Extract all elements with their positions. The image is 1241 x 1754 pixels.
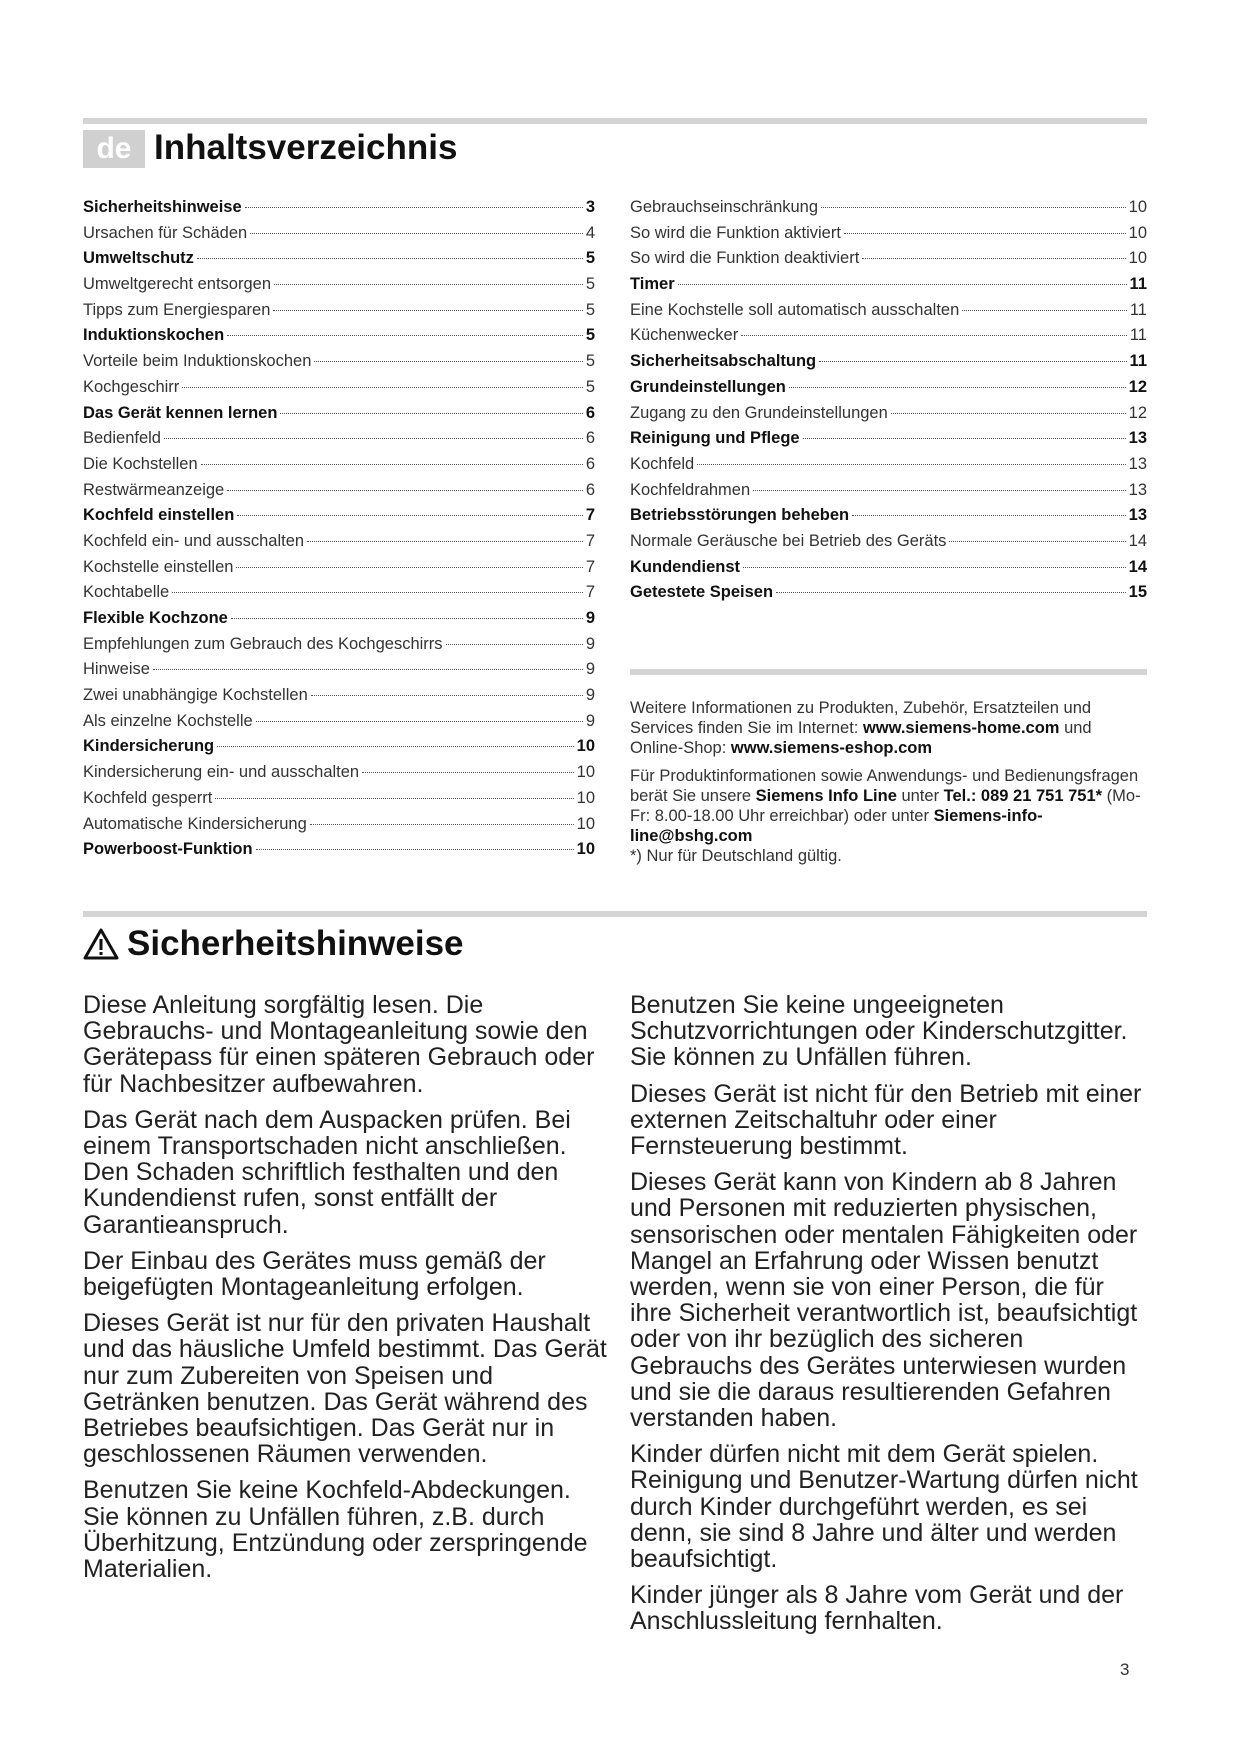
toc-entry-page: 10: [576, 763, 595, 782]
toc-entry-title: Kochfeld ein- und ausschalten: [83, 531, 305, 550]
toc-entry[interactable]: [630, 349, 1147, 375]
toc-leader-dots: [197, 258, 583, 259]
toc-entry-page: 6: [585, 480, 595, 499]
toc-entry[interactable]: [630, 221, 1147, 247]
toc-leader-dots: [819, 361, 1126, 362]
toc-entry-title: Als einzelne Kochstelle: [83, 711, 253, 730]
toc-entry[interactable]: [630, 580, 1147, 606]
toc-entry-title: Umweltgerecht entsorgen: [83, 275, 272, 294]
toc-entry-title: Zwei unabhängige Kochstellen: [83, 686, 308, 705]
toc-entry[interactable]: [83, 272, 595, 298]
toc-entry[interactable]: [83, 683, 595, 709]
toc-entry[interactable]: [630, 272, 1147, 298]
safety-paragraph: Benutzen Sie keine Kochfeld-Abdeckungen. Sie können zu Unfällen führen, z.B. durch Überhitzung, Entzündung oder zerspringende Materialien.: [83, 1476, 588, 1584]
safety-heading: [83, 922, 464, 966]
toc-leader-dots: [217, 746, 574, 747]
toc-entry[interactable]: [83, 478, 595, 504]
safety-right-column: [630, 992, 1147, 1645]
toc-left-column: [83, 195, 595, 863]
toc-entry-title: Eine Kochstelle soll automatisch ausschalten: [630, 300, 960, 319]
toc-entry-page: 10: [576, 788, 595, 807]
toc-entry[interactable]: [83, 760, 595, 786]
toc-entry-page: 7: [585, 506, 595, 525]
toc-entry-page: 6: [585, 403, 595, 422]
toc-title: Inhaltsverzeichnis: [154, 128, 458, 167]
toc-entry-page: 5: [585, 300, 595, 319]
toc-entry-page: 10: [576, 814, 595, 833]
toc-leader-dots: [776, 592, 1126, 593]
toc-leader-dots: [362, 772, 574, 773]
toc-leader-dots: [231, 618, 583, 619]
toc-entry-title: So wird die Funktion deaktiviert: [630, 249, 860, 268]
safety-paragraph: Benutzen Sie keine ungeeigneten Schutzvorrichtungen oder Kinderschutzgitter. Sie können zu Unfällen führen.: [630, 991, 1128, 1072]
toc-leader-dots: [280, 413, 582, 414]
toc-entry[interactable]: [83, 298, 595, 324]
toc-entry-title: Umweltschutz: [83, 249, 194, 268]
toc-leader-dots: [844, 233, 1126, 234]
toc-leader-dots: [274, 284, 583, 285]
toc-entry[interactable]: [630, 503, 1147, 529]
toc-entry-title: Kochfeld: [630, 454, 695, 473]
toc-entry-title: Reinigung und Pflege: [630, 429, 800, 448]
toc-entry-page: 13: [1128, 454, 1147, 473]
toc-entry-page: 9: [585, 711, 595, 730]
toc-entry-title: Gebrauchseinschränkung: [630, 198, 819, 216]
toc-entry-page: 3: [585, 198, 595, 216]
toc-entry[interactable]: [630, 452, 1147, 478]
toc-leader-dots: [741, 335, 1127, 336]
safety-divider: [83, 911, 1147, 917]
toc-entry-page: 5: [585, 326, 595, 345]
toc-entry-title: Küchenwecker: [630, 326, 739, 345]
footnote: *) Nur für Deutschland gültig.: [630, 847, 842, 865]
toc-entry[interactable]: [83, 195, 595, 221]
toc-entry-title: So wird die Funktion aktiviert: [630, 223, 841, 242]
toc-entry-page: 10: [1128, 249, 1147, 268]
toc-right-column: [630, 195, 1147, 606]
toc-leader-dots: [962, 310, 1127, 311]
infoline-name: Siemens Info Line: [755, 787, 897, 805]
toc-entry-page: 7: [585, 531, 595, 550]
toc-entry-title: Betriebsstörungen beheben: [630, 506, 850, 525]
toc-entry[interactable]: [83, 401, 595, 427]
safety-paragraph: Das Gerät nach dem Auspacken prüfen. Bei einem Transportschaden nicht anschließen. Den Schaden schriftlich festhalten und den Kundendienst rufen, sonst entfällt der Garantieanspruch.: [83, 1105, 571, 1239]
page-number: 3: [1120, 1660, 1130, 1679]
warning-triangle-icon: [83, 928, 119, 960]
toc-entry-title: Hinweise: [83, 660, 150, 679]
toc-entry-page: 9: [585, 686, 595, 705]
toc-entry-page: 10: [576, 840, 595, 859]
toc-entry[interactable]: [83, 375, 595, 401]
toc-entry-title: Das Gerät kennen lernen: [83, 403, 278, 422]
web-info: Weitere Informationen zu Produkten, Zubehör, Ersatzteilen und Services finden Sie im Internet: www.siemens-home.com und Online-Shop: www.siemens-eshop.com: [630, 699, 1092, 757]
website-link[interactable]: www.siemens-home.com: [862, 719, 1060, 737]
toc-entry-title: Getestete Speisen: [630, 583, 774, 602]
toc-entry-page: 5: [585, 249, 595, 268]
infoline-email[interactable]: Siemens-info-line@bshg.com: [630, 807, 1043, 845]
info-divider: [630, 669, 1147, 675]
language-badge: de: [83, 130, 145, 168]
toc-leader-dots: [862, 258, 1125, 259]
toc-entry-page: 4: [585, 223, 595, 242]
safety-paragraph: Der Einbau des Gerätes muss gemäß der beigefügten Montageanleitung erfolgen.: [83, 1246, 546, 1302]
toc-entry-title: Powerboost-Funktion: [83, 840, 253, 859]
toc-entry-title: Tipps zum Energiesparen: [83, 300, 271, 319]
toc-entry[interactable]: [630, 323, 1147, 349]
toc-entry-title: Vorteile beim Induktionskochen: [83, 352, 312, 371]
toc-entry[interactable]: [83, 529, 595, 555]
toc-entry[interactable]: [630, 246, 1147, 272]
toc-entry[interactable]: [630, 478, 1147, 504]
toc-entry-page: 11: [1129, 326, 1147, 345]
infoline-info: Für Produktinformationen sowie Anwendungs- und Bedienungsfragen berät Sie unsere Siemens Info Line unter Tel.: 089 21 751 751* (Mo-Fr: 8.00-18.00 Uhr erreichbar) oder unter Siemens-info-line@bshg.com *) Nur für Deutschland gültig.: [630, 766, 1147, 866]
toc-entry[interactable]: [630, 195, 1147, 221]
toc-leader-dots: [310, 824, 574, 825]
toc-entry[interactable]: [83, 709, 595, 735]
toc-entry-title: Kochfeldrahmen: [630, 480, 751, 499]
toc-entry-page: 12: [1128, 403, 1147, 422]
toc-entry-page: 14: [1128, 531, 1147, 550]
toc-leader-dots: [237, 515, 583, 516]
toc-entry-page: 5: [585, 275, 595, 294]
toc-entry-page: 10: [1128, 198, 1147, 216]
toc-entry-page: 7: [585, 583, 595, 602]
toc-leader-dots: [256, 849, 574, 850]
toc-leader-dots: [307, 541, 583, 542]
safety-paragraph: Dieses Gerät ist nicht für den Betrieb mit einer externen Zeitschaltuhr oder einer Fernsteuerung bestimmt.: [630, 1079, 1142, 1161]
safety-paragraph: Dieses Gerät ist nur für den privaten Haushalt und das häusliche Umfeld bestimmt. Das Gerät nur zum Zubereiten von Speisen und Getränken benutzen. Das Gerät während des Betriebes beaufsichtigen. Das Gerät nur in geschlossenen Räumen verwenden.: [83, 1309, 607, 1469]
toc-entry[interactable]: [83, 657, 595, 683]
toc-leader-dots: [236, 567, 582, 568]
toc-entry[interactable]: [83, 812, 595, 838]
toc-entry-page: 14: [1128, 557, 1147, 576]
safety-paragraph: Kinder jünger als 8 Jahre vom Gerät und der Anschlussleitung fernhalten.: [630, 1581, 1124, 1636]
toc-entry[interactable]: [83, 786, 595, 812]
safety-paragraph: Dieses Gerät kann von Kindern ab 8 Jahren und Personen mit reduzierten physischen, sensorischen oder mentalen Fähigkeiten oder Mangel an Erfahrung oder Wissen benutzt werden, wenn sie von einer Person, die für ihre Sicherheit verantwortlich ist, beaufsichtigt oder von ihr bezüglich des sicheren Gebrauchs des Gerätes unterwiesen wurden und sie die daraus resultierenden Gefahren verstanden haben.: [630, 1168, 1138, 1433]
toc-leader-dots: [311, 695, 583, 696]
toc-entry-page: 10: [1128, 223, 1147, 242]
toc-leader-dots: [949, 541, 1125, 542]
safety-left-column: [83, 992, 613, 1592]
toc-entry-page: 6: [585, 454, 595, 473]
toc-entry-title: Sicherheitshinweise: [83, 198, 242, 216]
toc-entry-page: 9: [585, 634, 595, 653]
toc-leader-dots: [227, 490, 583, 491]
toc-entry-title: Kundendienst: [630, 557, 740, 576]
toc-entry-title: Grundeinstellungen: [630, 377, 786, 396]
toc-entry-page: 5: [585, 377, 595, 396]
toc-leader-dots: [256, 721, 583, 722]
toc-leader-dots: [789, 387, 1126, 388]
toc-entry-title: Flexible Kochzone: [83, 609, 228, 627]
toc-entry[interactable]: [83, 606, 595, 632]
toc-entry[interactable]: [83, 555, 595, 581]
toc-entry-title: Ursachen für Schäden: [83, 223, 248, 242]
safety-paragraph: Diese Anleitung sorgfältig lesen. Die Gebrauchs- und Montageanleitung sowie den Gerätepass für einen späteren Gebrauch oder für Nachbesitzer aufbewahren.: [83, 991, 595, 1098]
toc-entry-page: 15: [1128, 583, 1147, 602]
toc-entry-page: 6: [585, 429, 595, 448]
toc-entry-title: Normale Geräusche bei Betrieb des Geräts: [630, 531, 947, 550]
toc-leader-dots: [172, 592, 583, 593]
toc-entry-title: Kochfeld einstellen: [83, 506, 235, 525]
toc-entry[interactable]: [83, 580, 595, 606]
toc-leader-dots: [201, 464, 583, 465]
toc-entry[interactable]: [83, 632, 595, 658]
toc-entry-title: Induktionskochen: [83, 326, 225, 345]
toc-entry-title: Sicherheitsabschaltung: [630, 352, 817, 371]
toc-entry-title: Bedienfeld: [83, 429, 161, 448]
toc-entry[interactable]: [630, 298, 1147, 324]
toc-leader-dots: [697, 464, 1125, 465]
toc-leader-dots: [821, 207, 1126, 208]
toc-leader-dots: [245, 207, 583, 208]
toc-entry-page: 11: [1129, 300, 1147, 319]
toc-leader-dots: [227, 335, 583, 336]
toc-leader-dots: [153, 669, 583, 670]
toc-entry-page: 13: [1128, 429, 1147, 448]
toc-entry-page: 7: [585, 557, 595, 576]
toc-entry-title: Kochtabelle: [83, 583, 170, 602]
toc-entry[interactable]: [630, 529, 1147, 555]
toc-entry[interactable]: [83, 221, 595, 247]
toc-entry-title: Kochstelle einstellen: [83, 557, 234, 576]
toc-entry[interactable]: [83, 323, 595, 349]
toc-leader-dots: [164, 438, 583, 439]
toc-leader-dots: [250, 233, 583, 234]
toc-entry[interactable]: [83, 734, 595, 760]
toc-entry-title: Kindersicherung: [83, 737, 215, 756]
toc-entry-page: 13: [1128, 506, 1147, 525]
safety-title: Sicherheitshinweise: [127, 924, 464, 963]
toc-entry[interactable]: [630, 426, 1147, 452]
toc-entry[interactable]: [83, 837, 595, 863]
toc-entry[interactable]: [630, 401, 1147, 427]
infoline-phone: Tel.: 089 21 751 751*: [943, 787, 1103, 805]
toc-entry-title: Timer: [630, 275, 675, 294]
toc-entry-page: 5: [585, 352, 595, 371]
toc-entry-title: Restwärmeanzeige: [83, 480, 225, 499]
top-divider: [83, 118, 1147, 124]
toc-leader-dots: [446, 644, 583, 645]
toc-entry-title: Kochgeschirr: [83, 377, 180, 396]
toc-entry-title: Kindersicherung ein- und ausschalten: [83, 763, 360, 782]
toc-entry-title: Zugang zu den Grundeinstellungen: [630, 403, 888, 422]
toc-entry-page: 13: [1128, 480, 1147, 499]
toc-leader-dots: [314, 361, 582, 362]
toc-entry[interactable]: [83, 349, 595, 375]
toc-entry-title: Kochfeld gesperrt: [83, 788, 213, 807]
toc-leader-dots: [273, 310, 582, 311]
toc-leader-dots: [743, 567, 1126, 568]
eshop-link[interactable]: www.siemens-eshop.com: [730, 739, 933, 757]
toc-entry-title: Die Kochstellen: [83, 454, 198, 473]
toc-entry[interactable]: [83, 426, 595, 452]
toc-entry-page: 9: [585, 660, 595, 679]
safety-paragraph: Kinder dürfen nicht mit dem Gerät spielen. Reinigung und Benutzer-Wartung dürfen nicht durch Kinder durchgeführt werden, es sei denn, sie sind 8 Jahre und älter und werden beaufsichtigt.: [630, 1440, 1138, 1574]
toc-leader-dots: [753, 490, 1125, 491]
toc-entry-page: 12: [1128, 377, 1147, 396]
toc-leader-dots: [215, 798, 573, 799]
toc-entry[interactable]: [83, 246, 595, 272]
toc-entry[interactable]: [83, 452, 595, 478]
toc-leader-dots: [803, 438, 1126, 439]
toc-leader-dots: [891, 413, 1126, 414]
toc-entry-page: 11: [1129, 275, 1147, 294]
toc-leader-dots: [852, 515, 1126, 516]
toc-entry[interactable]: [630, 375, 1147, 401]
toc-entry[interactable]: [83, 503, 595, 529]
toc-entry-title: Empfehlungen zum Gebrauch des Kochgeschirrs: [83, 634, 443, 653]
toc-entry-page: 9: [585, 609, 595, 627]
toc-entry[interactable]: [630, 555, 1147, 581]
toc-entry-page: 10: [576, 737, 595, 756]
toc-leader-dots: [678, 284, 1127, 285]
toc-entry-page: 11: [1129, 352, 1147, 371]
toc-entry-title: Automatische Kindersicherung: [83, 814, 307, 833]
toc-leader-dots: [182, 387, 583, 388]
